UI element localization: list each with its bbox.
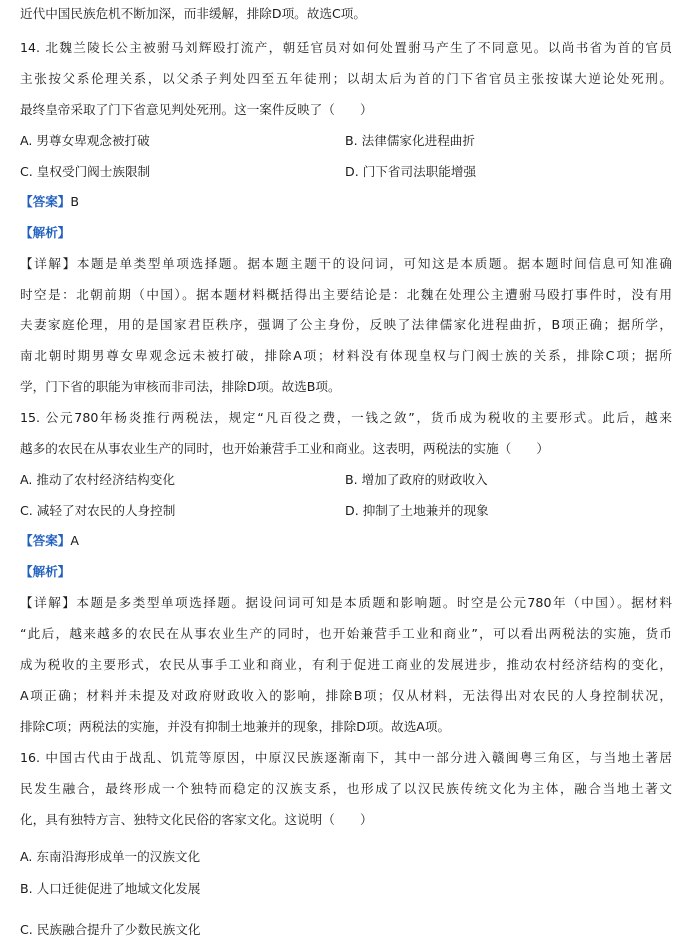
q14-option-b: B. 法律儒家化进程曲折: [345, 133, 475, 148]
q14-analysis-tag: 【解析】: [20, 225, 71, 240]
q16-option-b: B. 人口迁徙促进了地域文化发展: [20, 881, 201, 896]
q14-detail-line-3: 夫妻家庭伦理，用的是国家君臣秩序，强调了公主身份，反映了法律儒家化进程曲折，B项正确；据所学，: [20, 317, 672, 332]
q15-analysis-tag: 【解析】: [20, 564, 71, 579]
q16-stem-line-2: 民发生融合，最终形成一个独特而稳定的汉族支系，也形成了以汉民族传统文化为主体，融合当地土著文: [20, 781, 672, 796]
q15-answer-tag: 【答案】: [20, 533, 71, 548]
q14-detail-line-4: 南北朝时期男尊女卑观念远未被打破，排除A项；材料没有体现皇权与门阀士族的关系，排除C项；据所: [20, 348, 672, 363]
q15-detail-line-3: 成为税收的主要形式，农民从事手工业和商业，有利于促进工商业的发展进步，推动农村经济结构的变化，: [20, 657, 672, 672]
q14-stem-line-3: 最终皇帝采取了门下省意见判处死刑。这一案件反映了（ ）: [20, 102, 373, 117]
q15-answer: [20, 533, 672, 549]
q14-answer: [20, 194, 672, 210]
q15-analysis: [20, 564, 672, 580]
q14-answer-value: B: [70, 194, 80, 209]
q16-stem-line-3: 化，具有独特方言、独特文化民俗的客家文化。这说明（ ）: [20, 812, 373, 827]
q15-option-b: B. 增加了政府的财政收入: [345, 472, 488, 487]
q15-detail-text-1: 本题是多类型单项选择题。据设问词可知是本质题和影响题。时空是公元780年（中国）。据材料: [76, 595, 672, 610]
q15-detail-line-2: “此后，越来越多的农民在从事农业生产的同时，也开始兼营手工业和商业”，可以看出两税法的实施，货币: [20, 626, 672, 641]
q15-detail-line-1: [20, 595, 672, 611]
q14-detail-line-1: [20, 256, 672, 272]
q16-option-a: A. 东南沿海形成单一的汉族文化: [20, 849, 201, 864]
q14-detail-line-2: 时空是：北朝前期（中国）。据本题材料概括得出主要结论是：北魏在处理公主遭驸马殴打事件时，没有用: [20, 287, 672, 302]
lead-text: 近代中国民族危机不断加深，而非缓解，排除D项。故选C项。: [20, 6, 366, 21]
q15-answer-value: A: [70, 533, 79, 548]
q15-stem-line-1: 15. 公元780年杨炎推行两税法，规定“凡百役之费，一钱之敛”，货币成为税收的主要形式。此后，越来: [20, 410, 672, 425]
q14-option-d: D. 门下省司法职能增强: [345, 164, 477, 179]
q14-stem-line-2: 主张按父系伦理关系，以父杀子判处四至五年徒刑；以胡太后为首的门下省官员主张按谋大逆论处死刑。: [20, 71, 672, 86]
q14-stem-line-1: 14. 北魏兰陵长公主被驸马刘辉殴打流产，朝廷官员对如何处置驸马产生了不同意见。以尚书省为首的官员: [20, 40, 672, 55]
q14-detail-tag: 【详解】: [20, 256, 77, 271]
q14-answer-tag: 【答案】: [20, 194, 71, 209]
q15-option-d: D. 抑制了土地兼并的现象: [345, 503, 489, 518]
q15-detail-line-5: 排除C项；两税法的实施，并没有抑制土地兼并的现象，排除D项。故选A项。: [20, 719, 451, 734]
q15-stem-line-2: 越多的农民在从事农业生产的同时，也开始兼营手工业和商业。这表明，两税法的实施（ ）: [20, 441, 549, 456]
q14-detail-text-1: 本题是单类型单项选择题。据本题主题干的设问词，可知这是本质题。据本题时间信息可知准确: [76, 256, 672, 271]
q15-detail-tag: 【详解】: [20, 595, 77, 610]
q16-option-c: C. 民族融合提升了少数民族文化: [20, 922, 201, 937]
q14-option-c: C. 皇权受门阀士族限制: [20, 164, 151, 179]
q14-analysis: [20, 225, 672, 241]
q16-stem-line-1: 16. 中国古代由于战乱、饥荒等原因，中原汉民族逐渐南下，其中一部分进入赣闽粤三角区，与当地土著居: [20, 750, 672, 765]
q15-option-a: A. 推动了农村经济结构变化: [20, 472, 175, 487]
q14-option-a: A. 男尊女卑观念被打破: [20, 133, 150, 148]
q14-detail-line-5: 学，门下省的职能为审核而非司法，排除D项。故选B项。: [20, 379, 341, 394]
q15-detail-line-4: A项正确；材料并未提及对政府财政收入的影响，排除B项；仅从材料，无法得出对农民的人身控制状况，: [20, 688, 672, 703]
q15-option-c: C. 减轻了对农民的人身控制: [20, 503, 176, 518]
